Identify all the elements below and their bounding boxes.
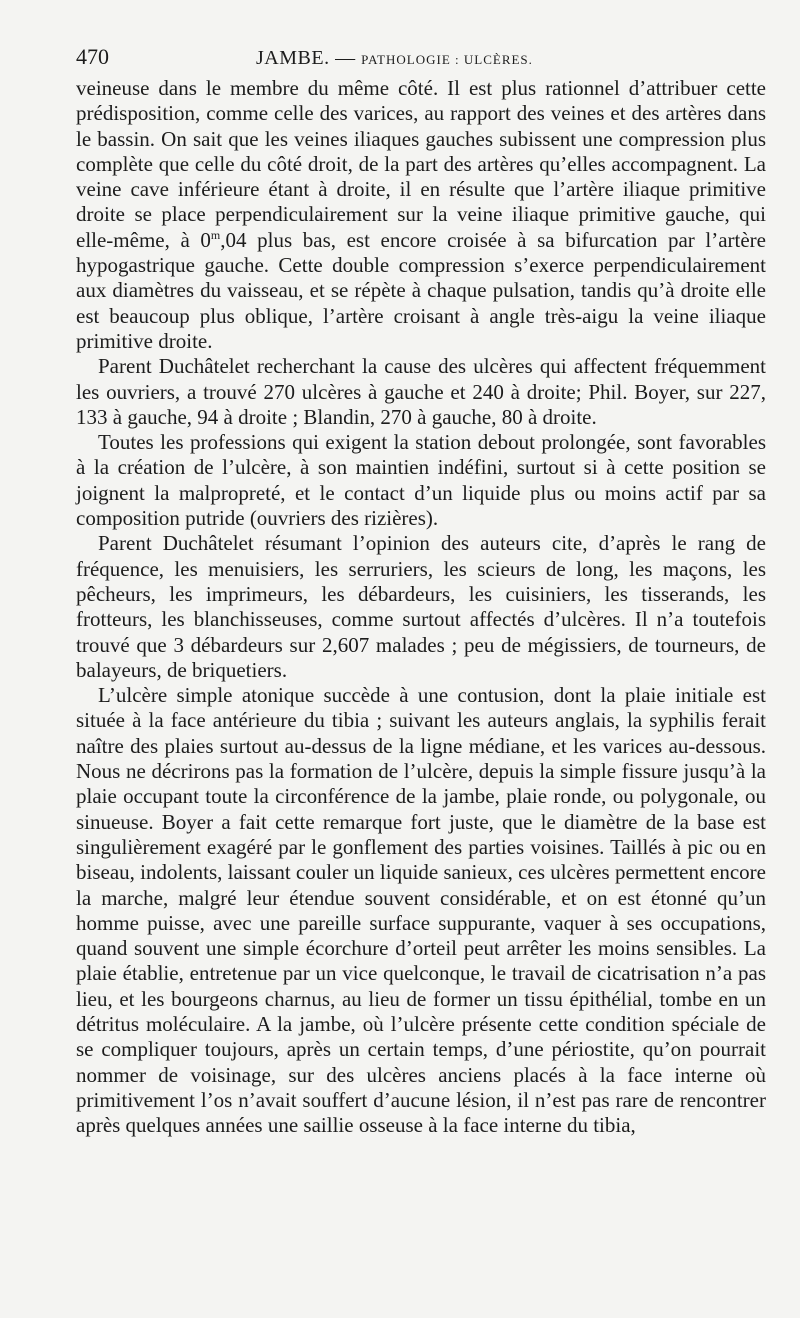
- title-separator: —: [335, 47, 356, 69]
- paragraph-text-continued: ,04 plus bas, est encore croisée à sa bifurcation par l’artère hypogastrique gauche. Cette double compression s’exerce perpendiculairement aux diamètres du vaisseau, et se répète à chaque pulsation, tandis qu’à droite elle est beaucoup plus oblique, l’artère croisant à angle très-aigu la veine iliaque primitive droite.: [76, 227, 767, 353]
- paragraph: [76, 76, 766, 354]
- paragraph: Parent Duchâtelet recherchant la cause des ulcères qui affectent fréquemment les ouvriers, a trouvé 270 ulcères à gauche et 240 à droite; Phil. Boyer, sur 227, 133 à gauche, 94 à droite ; Blandin, 270 à gauche, 80 à droite.: [76, 354, 766, 429]
- running-header: [76, 44, 764, 70]
- page-number: 470: [76, 44, 109, 69]
- paragraph: Parent Duchâtelet résumant l’opinion des auteurs cite, d’après le rang de fréquence, les menuisiers, les serruriers, les scieurs de long, les maçons, les pêcheurs, les imprimeurs, les débardeurs, les cuisiniers, les tisserands, les frotteurs, les blanchisseuses, comme surtout affectés d’ulcères. Il n’a toutefois trouvé que 3 débardeurs sur 2,607 malades ; peu de mégissiers, de tourneurs, de balayeurs, de briquetiers.: [76, 531, 766, 682]
- running-title: [256, 47, 533, 70]
- chapter-title: JAMBE.: [256, 47, 330, 69]
- paragraph-text: veineuse dans le membre du même côté. Il est plus rationnel d’attribuer cette prédisposition, comme celle des varices, au rapport des veines et des artères dans le bassin. On sait que les veines iliaques gauches subissent une compression plus complète que celle du côté droit, de la part des artères qu’elles accompagnent. La veine cave inférieure étant à droite, il en résulte que l’artère iliaque primitive droite se place perpendiculairement sur la veine iliaque primitive gauche, qui elle-même, à 0: [76, 76, 766, 252]
- section-title: PATHOLOGIE : ULCÈRES.: [361, 52, 533, 67]
- body-text: [76, 76, 766, 1138]
- superscript-unit: m: [210, 227, 221, 242]
- paragraph: Toutes les professions qui exigent la station debout prolongée, sont favorables à la création de l’ulcère, à son maintien indéfini, surtout si à cette position se joignent la malpropreté, et le contact d’un liquide plus ou moins actif par sa composition putride (ouvriers des rizières).: [76, 430, 766, 531]
- paragraph: L’ulcère simple atonique succède à une contusion, dont la plaie initiale est située à la face antérieure du tibia ; suivant les auteurs anglais, la syphilis ferait naître des plaies surtout au-dessus de la ligne médiane, et les varices au-dessous. Nous ne décrirons pas la formation de l’ulcère, depuis la simple fissure jusqu’à la plaie occupant toute la circonférence de la jambe, plaie ronde, ou polygonale, ou sinueuse. Boyer a fait cette remarque fort juste, que le diamètre de la base est singulièrement exagéré par le gonflement des parties voisines. Taillés à pic ou en biseau, indolents, laissant couler un liquide sanieux, ces ulcères permettent encore la marche, malgré leur étendue souvent considérable, et on est étonné qu’un homme puisse, avec une pareille surface suppurante, vaquer à ses occupations, quand souvent une simple écorchure d’orteil peut arrêter les moins sensibles. La plaie établie, entretenue par un vice quelconque, le travail de cicatrisation n’a pas lieu, et les bourgeons charnus, au lieu de former un tissu épithélial, tombe en un détritus moléculaire. A la jambe, où l’ulcère présente cette condition spéciale de se compliquer toujours, après un certain temps, d’une périostite, qu’on pourrait nommer de voisinage, sur des ulcères anciens placés à la face interne où primitivement l’os n’avait souffert d’aucune lésion, il n’est pas rare de rencontrer après quelques années une saillie osseuse à la face interne du tibia,: [76, 683, 766, 1138]
